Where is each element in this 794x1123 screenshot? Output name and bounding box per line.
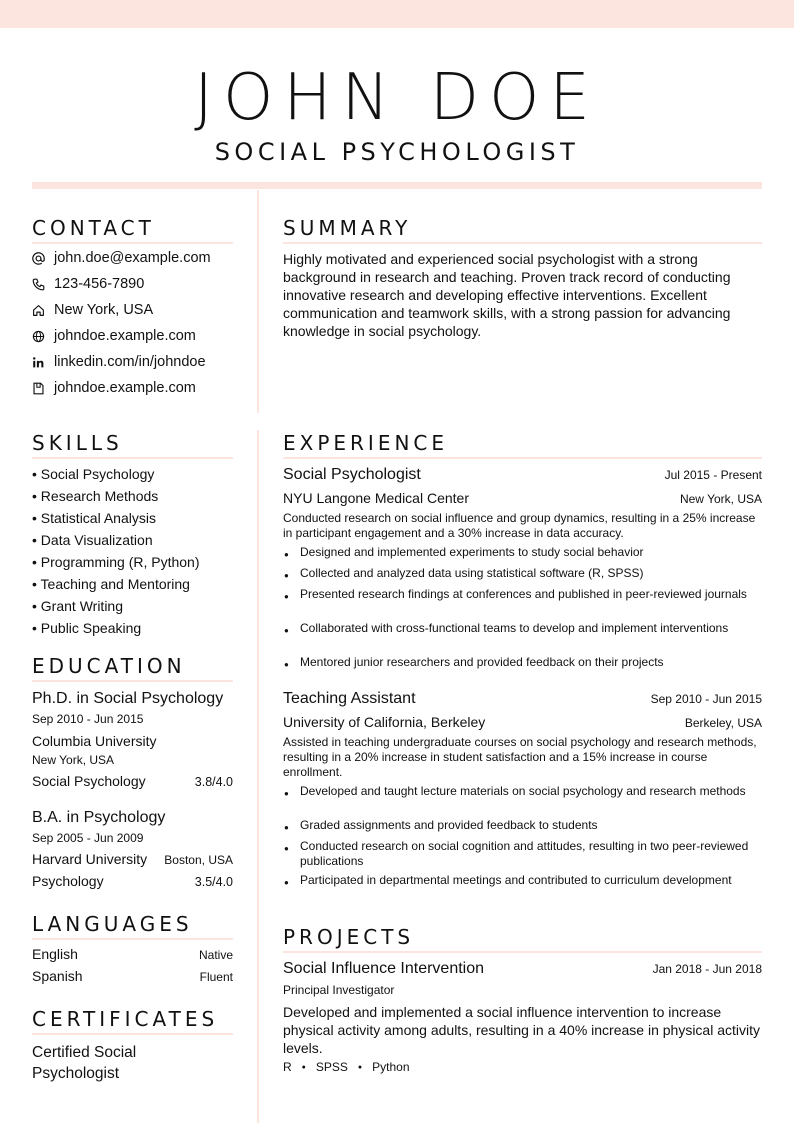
skill-item: • Grant Writing <box>32 598 123 614</box>
education-gpa-2: 3.5/4.0 <box>194 875 233 889</box>
candidate-name: JOHN DOE <box>194 61 600 135</box>
phone-icon <box>32 278 45 291</box>
project-tools <box>283 1060 410 1075</box>
education-school-1: Columbia University <box>32 733 157 749</box>
language-level: Fluent <box>199 970 233 984</box>
contact-email[interactable] <box>32 249 242 267</box>
job-dates-1: Jul 2015 - Present <box>664 468 762 482</box>
job-org-row-1 <box>283 490 762 506</box>
job-bullet: ● Presented research findings at conferences and published in peer-reviewed journals <box>283 587 762 602</box>
job-bullet: ● Participated in departmental meetings and contributed to curriculum development <box>283 873 762 888</box>
education-gpa-1: 3.8/4.0 <box>194 775 233 789</box>
job-org-row-2 <box>283 714 762 730</box>
language-row <box>32 946 233 962</box>
skill-item: • Research Methods <box>32 488 159 504</box>
tool-separator-dot: ● <box>357 1064 363 1071</box>
summary-text: Highly motivated and experienced social psychologist with a strong background in research and teaching. Proven track record of conducting innovative research and developing effective interventions. Excellent communication and teamwork skills, with a strong passion for advancing knowledge in social psychology. <box>283 251 731 339</box>
education-location-1: New York, USA <box>32 753 115 767</box>
education-school-2: Harvard University <box>32 851 148 867</box>
job-bullet: ● Developed and taught lecture materials on social psychology and research methods <box>283 784 762 799</box>
linkedin-icon <box>32 356 45 369</box>
contact-phone[interactable] <box>32 275 242 293</box>
job-header-1 <box>283 466 762 484</box>
skill-item: • Programming (R, Python) <box>32 554 200 570</box>
job-header-2 <box>283 690 762 708</box>
skill-item: • Data Visualization <box>32 532 153 548</box>
contact-website-text: johndoe.example.com <box>54 328 196 344</box>
tool-separator-dot: ● <box>301 1064 306 1071</box>
job-role-1: Social Psychologist <box>283 466 421 483</box>
language-row <box>32 968 233 984</box>
job-org-2: University of California, Berkeley <box>283 714 486 730</box>
education-heading: EDUCATION <box>32 654 233 682</box>
education-location-2: Boston, USA <box>164 853 233 867</box>
skill-item: • Public Speaking <box>32 620 142 636</box>
certificate-item: Certified Social Psychologist <box>32 1044 137 1082</box>
job-bullet: ● Conducted research on social cognition and attitudes, resulting in two peer-reviewed publications <box>283 839 762 869</box>
experience-heading: EXPERIENCE <box>283 431 762 459</box>
education-dates-2: Sep 2005 - Jun 2009 <box>32 831 144 845</box>
project-desc: Developed and implemented a social influence intervention to increase physical activity among adults, resulting in a 40% increase in physical activity levels. <box>283 1004 761 1056</box>
top-accent-band <box>0 0 794 28</box>
job-bullet: ● Graded assignments and provided feedback to students <box>283 818 762 833</box>
education-field-1: Social Psychology <box>32 773 146 789</box>
education-degree-2: B.A. in Psychology <box>32 809 166 826</box>
contact-linkedin[interactable] <box>32 353 242 371</box>
job-bullet: ● Collaborated with cross-functional teams to develop and implement interventions <box>283 621 762 636</box>
job-desc-1: Conducted research on social influence and group dynamics, resulting in a 25% increase in participant engagement and a 30% increase in data accuracy. <box>283 511 756 540</box>
skill-item: • Social Psychology <box>32 466 155 482</box>
projects-heading: PROJECTS <box>283 925 762 953</box>
job-bullet: ● Designed and implemented experiments to study social behavior <box>283 545 762 560</box>
job-dates-2: Sep 2010 - Jun 2015 <box>650 692 762 706</box>
education-field-2: Psychology <box>32 873 104 889</box>
candidate-title: SOCIAL PSYCHOLOGIST <box>214 138 580 166</box>
job-location-2: Berkeley, USA <box>684 716 762 730</box>
project-dates: Jan 2018 - Jun 2018 <box>652 962 762 976</box>
contact-location <box>32 301 242 319</box>
skill-item: • Statistical Analysis <box>32 510 156 526</box>
contact-email-text: john.doe@example.com <box>54 250 211 266</box>
portfolio-icon <box>32 382 45 395</box>
home-icon <box>32 304 45 317</box>
project-tool: SPSS <box>315 1060 348 1074</box>
language-name: English <box>32 946 78 962</box>
education-dates-1: Sep 2010 - Jun 2015 <box>32 712 144 726</box>
header-divider <box>32 182 762 189</box>
contact-location-text: New York, USA <box>54 302 154 318</box>
education-field-row-2 <box>32 873 233 889</box>
contact-portfolio[interactable] <box>32 379 242 397</box>
project-header <box>283 960 762 978</box>
language-level: Native <box>198 948 233 962</box>
job-desc-2: Assisted in teaching undergraduate courses on social psychology and research methods, resulting in a 20% increase in student satisfaction and a 15% increase in course enrollment. <box>283 735 757 779</box>
education-school-row-2 <box>32 851 233 867</box>
language-name: Spanish <box>32 968 83 984</box>
job-bullet: ● Mentored junior researchers and provided feedback on their projects <box>283 655 762 670</box>
job-org-1: NYU Langone Medical Center <box>283 490 469 506</box>
education-degree-1: Ph.D. in Social Psychology <box>32 690 224 707</box>
contact-phone-text: 123-456-7890 <box>54 276 145 292</box>
skills-heading: SKILLS <box>32 431 233 459</box>
summary-heading: SUMMARY <box>283 216 762 244</box>
skill-item: • Teaching and Mentoring <box>32 576 190 592</box>
project-tool: Python <box>372 1060 410 1074</box>
globe-icon <box>32 330 45 343</box>
certificates-heading: CERTIFICATES <box>32 1007 233 1035</box>
project-role: Principal Investigator <box>283 983 395 997</box>
project-name: Social Influence Intervention <box>283 960 485 977</box>
job-role-2: Teaching Assistant <box>283 690 416 707</box>
languages-heading: LANGUAGES <box>32 912 233 940</box>
contact-portfolio-text: johndoe.example.com <box>54 380 196 396</box>
contact-heading: CONTACT <box>32 216 233 244</box>
column-divider-top <box>257 190 259 413</box>
project-tool: R <box>283 1060 292 1074</box>
education-field-row-1 <box>32 773 233 789</box>
contact-linkedin-text: linkedin.com/in/johndoe <box>54 354 206 370</box>
job-location-1: New York, USA <box>679 492 762 506</box>
job-bullet: ● Collected and analyzed data using statistical software (R, SPSS) <box>283 566 762 581</box>
column-divider-bottom <box>257 430 259 1123</box>
at-icon <box>32 252 45 265</box>
contact-website[interactable] <box>32 327 242 345</box>
